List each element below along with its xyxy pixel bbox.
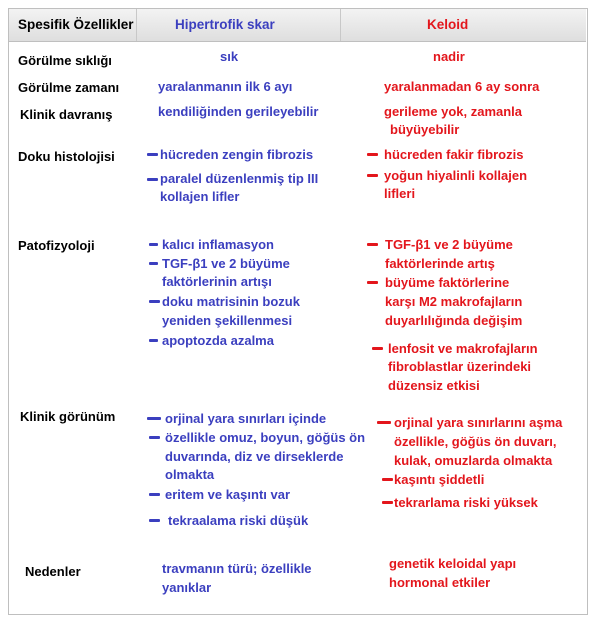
keloid-onset: yaralanmadan 6 ay sonra bbox=[384, 79, 540, 94]
hypertrophic-onset: yaralanmanın ilk 6 ayı bbox=[158, 79, 293, 94]
keloid-patho-item: büyüme faktörlerine bbox=[385, 275, 510, 290]
keloid-patho-item-cont: duyarlılığında değişim bbox=[385, 313, 523, 328]
keloid-patho-item-cont: karşı M2 makrofajların bbox=[385, 294, 523, 309]
bullet-dash-icon bbox=[149, 436, 160, 439]
keloid-patho-item-cont: düzensiz etkisi bbox=[388, 378, 480, 393]
row-label-pathophysiology: Patofizyoloji bbox=[18, 238, 95, 253]
keloid-causes: genetik keloidal yapı bbox=[389, 556, 517, 571]
hypertrophic-clinical-item: özellikle omuz, boyun, göğüs ön bbox=[165, 430, 366, 445]
keloid-patho-item: lenfosit ve makrofajların bbox=[388, 341, 538, 356]
bullet-dash-icon bbox=[377, 421, 391, 424]
keloid-clinical-item: orjinal yara sınırlarını aşma bbox=[394, 415, 563, 430]
hypertrophic-behavior: kendiliğinden gerileyebilir bbox=[158, 104, 319, 119]
bullet-dash-icon bbox=[367, 281, 378, 284]
keloid-patho-item: TGF-β1 ve 2 büyüme bbox=[385, 237, 513, 252]
hypertrophic-clinical-item: tekraalama riski düşük bbox=[168, 513, 309, 528]
row-label-clinical-appearance: Klinik görünüm bbox=[20, 409, 116, 424]
hypertrophic-histology-item: hücreden zengin fibrozis bbox=[160, 147, 314, 162]
header-hypertrophic: Hipertrofik skar bbox=[175, 17, 275, 32]
keloid-clinical-item: kaşıntı şiddetli bbox=[394, 472, 485, 487]
hypertrophic-patho-item-cont: faktörlerinin artışı bbox=[162, 274, 272, 289]
bullet-dash-icon bbox=[382, 478, 393, 481]
bullet-dash-icon bbox=[149, 519, 160, 522]
bullet-dash-icon bbox=[147, 417, 161, 420]
keloid-causes-cont: hormonal etkiler bbox=[389, 575, 491, 590]
keloid-clinical-item-cont: kulak, omuzlarda olmakta bbox=[394, 453, 553, 468]
bullet-dash-icon bbox=[372, 347, 383, 350]
keloid-patho-item-cont: faktörlerinde artış bbox=[385, 256, 495, 271]
hypertrophic-clinical-item-cont: duvarında, diz ve dirseklerde bbox=[165, 449, 344, 464]
bullet-dash-icon bbox=[367, 243, 378, 246]
bullet-dash-icon bbox=[367, 153, 378, 156]
keloid-histology-item-cont: lifleri bbox=[384, 186, 416, 201]
hypertrophic-clinical-item: orjinal yara sınırları içinde bbox=[165, 411, 327, 426]
bullet-dash-icon bbox=[147, 153, 158, 156]
row-label-clinical-behavior: Klinik davranış bbox=[20, 107, 113, 122]
keloid-patho-item-cont: fibroblastlar üzerindeki bbox=[388, 359, 532, 374]
row-label-histology: Doku histolojisi bbox=[18, 149, 115, 164]
header-keloid: Keloid bbox=[427, 17, 469, 32]
keloid-clinical-item-cont: özellikle, göğüs ön duvarı, bbox=[394, 434, 557, 449]
hypertrophic-patho-item: kalıcı inflamasyon bbox=[162, 237, 274, 252]
bullet-dash-icon bbox=[149, 262, 158, 265]
keloid-clinical-item: tekrarlama riski yüksek bbox=[394, 495, 538, 510]
header-divider bbox=[340, 9, 341, 41]
keloid-histology-item: hücreden fakir fibrozis bbox=[384, 147, 524, 162]
header-divider bbox=[136, 9, 137, 41]
keloid-frequency: nadir bbox=[433, 49, 465, 64]
hypertrophic-histology-item: paralel düzenlenmiş tip III bbox=[160, 171, 319, 186]
bullet-dash-icon bbox=[147, 178, 158, 181]
hypertrophic-causes-cont: yanıklar bbox=[162, 580, 212, 595]
row-label-frequency: Görülme sıklığı bbox=[18, 53, 112, 68]
bullet-dash-icon bbox=[149, 339, 158, 342]
bullet-dash-icon bbox=[367, 174, 378, 177]
header-feature: Spesifik Özellikler bbox=[18, 17, 134, 32]
row-label-causes: Nedenler bbox=[25, 564, 81, 579]
keloid-behavior-line1: gerileme yok, zamanla bbox=[384, 104, 523, 119]
bullet-dash-icon bbox=[149, 243, 158, 246]
hypertrophic-clinical-item-cont: olmakta bbox=[165, 467, 215, 482]
hypertrophic-causes: travmanın türü; özellikle bbox=[162, 561, 312, 576]
hypertrophic-patho-item: doku matrisinin bozuk bbox=[162, 294, 300, 309]
hypertrophic-patho-item: TGF-β1 ve 2 büyüme bbox=[162, 256, 290, 271]
hypertrophic-histology-item-cont: kollajen lifler bbox=[160, 189, 240, 204]
bullet-dash-icon bbox=[149, 493, 160, 496]
keloid-histology-item: yoğun hiyalinli kollajen bbox=[384, 168, 528, 183]
keloid-behavior-line2: büyüyebilir bbox=[390, 122, 460, 137]
row-label-onset: Görülme zamanı bbox=[18, 80, 120, 95]
hypertrophic-frequency: sık bbox=[220, 49, 239, 64]
bullet-dash-icon bbox=[149, 300, 160, 303]
hypertrophic-clinical-item: eritem ve kaşıntı var bbox=[165, 487, 291, 502]
hypertrophic-patho-item-cont: yeniden şekillenmesi bbox=[162, 313, 293, 328]
bullet-dash-icon bbox=[382, 501, 393, 504]
hypertrophic-patho-item: apoptozda azalma bbox=[162, 333, 274, 348]
